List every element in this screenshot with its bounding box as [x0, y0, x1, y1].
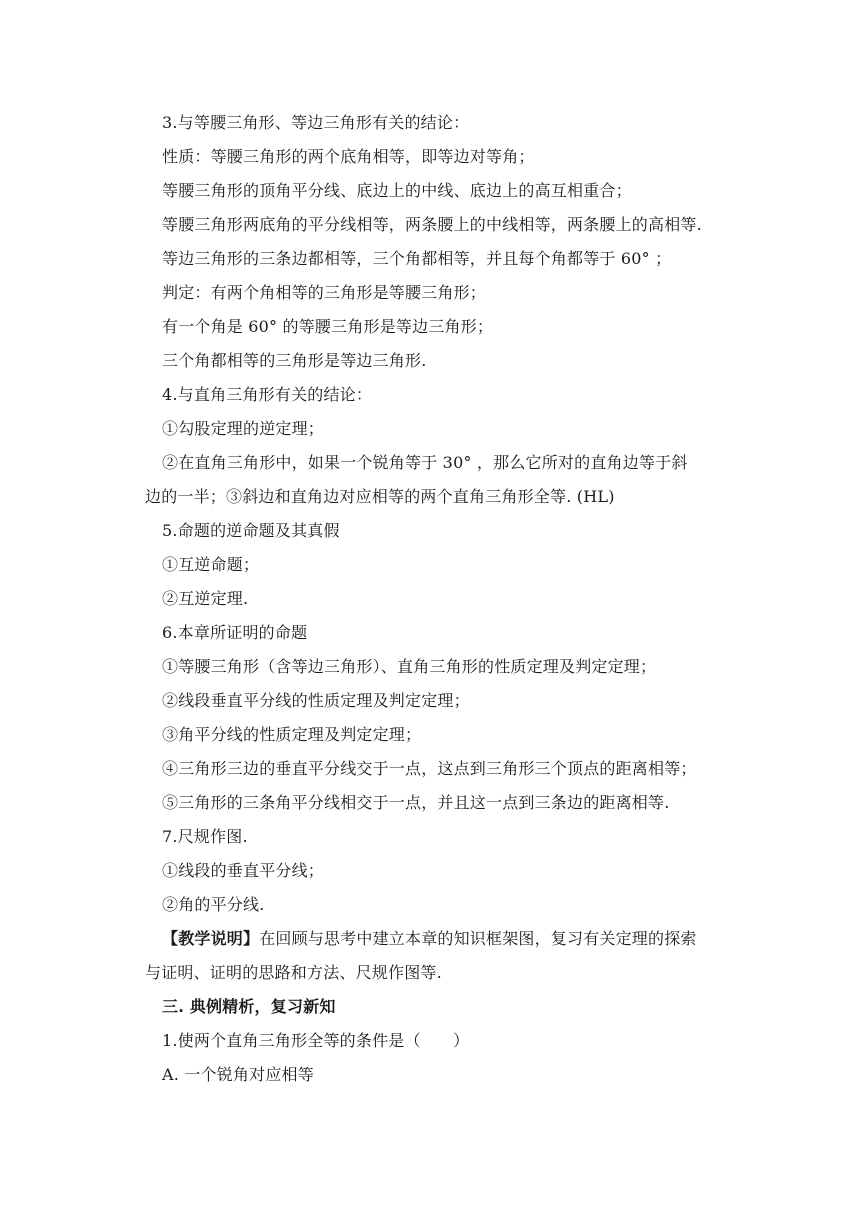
text-line: ③角平分线的性质定理及判定定理； — [162, 725, 422, 744]
section-heading-examples: 三. 典例精析，复习新知 — [162, 997, 336, 1016]
text-line: 边的一半；③斜边和直角边对应相等的两个直角三角形全等. (HL) — [145, 487, 615, 506]
section-5-heading: 5.命题的逆命题及其真假 — [162, 521, 340, 540]
text-line: ①线段的垂直平分线； — [162, 861, 325, 880]
text-line: 等腰三角形的顶角平分线、底边上的中线、底边上的高互相重合； — [162, 181, 632, 200]
text-line: 等腰三角形两底角的平分线相等，两条腰上的中线相等，两条腰上的高相等. — [162, 215, 702, 234]
text-line: ①互逆命题； — [162, 555, 260, 574]
question-1-option-a: A. 一个锐角对应相等 — [162, 1065, 314, 1084]
text-line: ⑤三角形的三条角平分线相交于一点，并且这一点到三条边的距离相等. — [162, 793, 670, 812]
text-line: ①等腰三角形（含等边三角形）、直角三角形的性质定理及判定定理； — [162, 657, 657, 676]
teaching-note-line — [162, 922, 740, 956]
text-line: ②在直角三角形中，如果一个锐角等于 30° ，那么它所对的直角边等于斜 — [162, 453, 688, 472]
text-line: ①勾股定理的逆定理； — [162, 419, 325, 438]
text-line: 等边三角形的三条边都相等，三个角都相等，并且每个角都等于 60° ； — [162, 249, 672, 268]
question-1: 1.使两个直角三角形全等的条件是（ ） — [162, 1031, 470, 1050]
teaching-note-text: 在回顾与思考中建立本章的知识框架图，复习有关定理的探索 — [259, 929, 697, 948]
section-7-heading: 7.尺规作图. — [162, 827, 248, 846]
text-line: ②线段垂直平分线的性质定理及判定定理； — [162, 691, 470, 710]
text-line: 判定：有两个角相等的三角形是等腰三角形； — [162, 283, 487, 302]
text-line: 三个角都相等的三角形是等边三角形. — [162, 351, 427, 370]
text-line: ②角的平分线. — [162, 895, 265, 914]
text-line: 有一个角是 60° 的等腰三角形是等边三角形； — [162, 317, 494, 336]
text-line: 与证明、证明的思路和方法、尺规作图等. — [145, 963, 442, 982]
text-line: ④三角形三边的垂直平分线交于一点，这点到三角形三个顶点的距离相等； — [162, 759, 697, 778]
section-4-heading: 4.与直角三角形有关的结论： — [162, 385, 373, 404]
text-line: 性质：等腰三角形的两个底角相等，即等边对等角； — [162, 147, 535, 166]
teaching-note-tag: 【教学说明】 — [162, 929, 260, 948]
section-6-heading: 6.本章所证明的命题 — [162, 623, 308, 642]
document-body — [145, 106, 740, 1092]
section-3-heading: 3.与等腰三角形、等边三角形有关的结论： — [162, 113, 470, 132]
text-line: ②互逆定理. — [162, 589, 249, 608]
